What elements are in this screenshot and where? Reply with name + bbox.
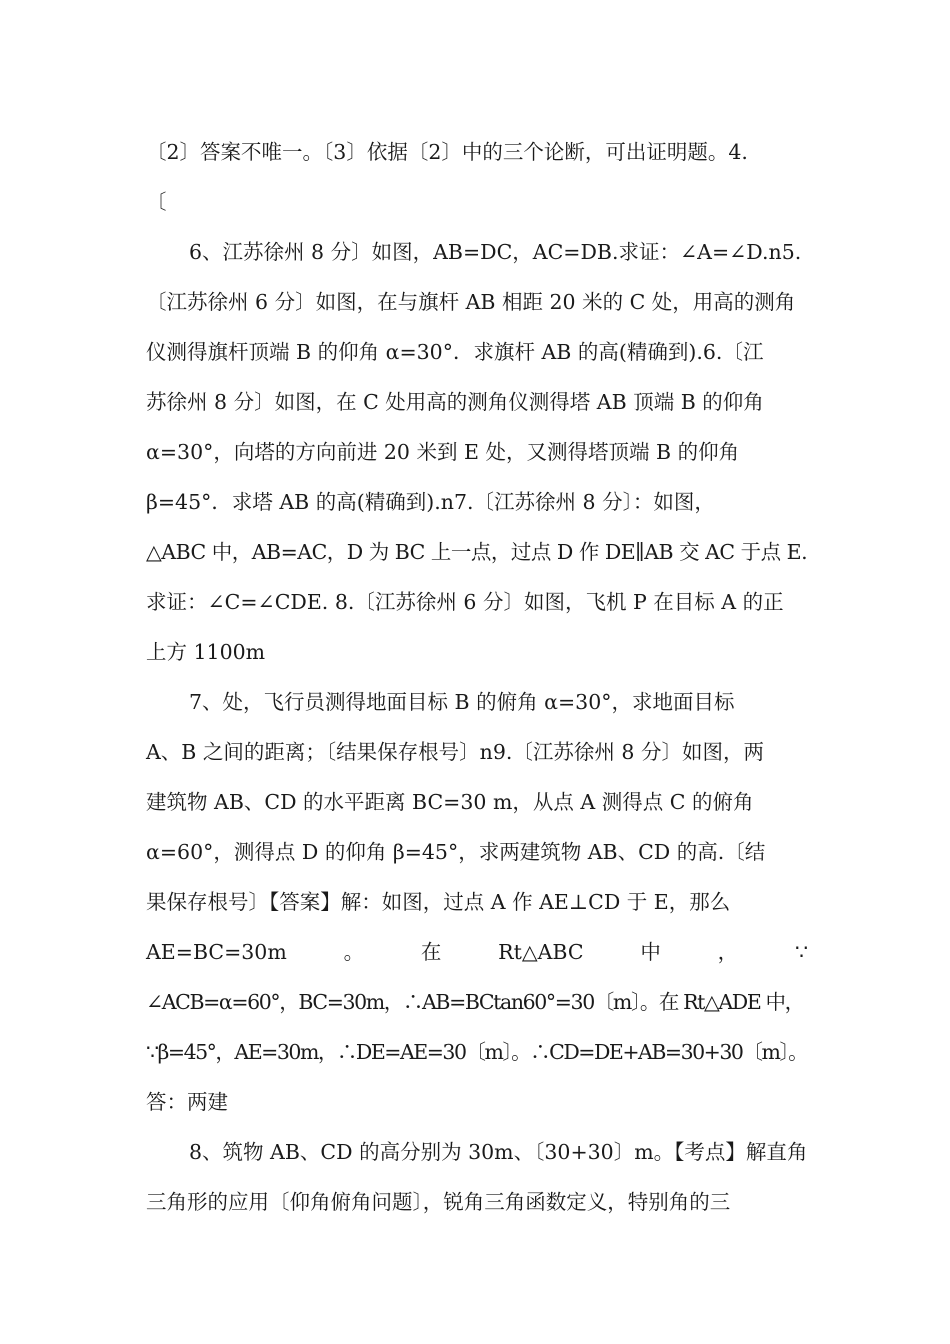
line-text: △ABC 中，AB=AC，D 为 BC 上一点，过点 D 作 DE∥AB 交 AC 于点 E. [146, 540, 808, 564]
text-line [146, 677, 808, 727]
text-line [146, 1027, 808, 1077]
text-line [146, 227, 808, 277]
line-text: 求证：∠C=∠CDE. 8.〔江苏徐州 6 分〕如图，飞机 P 在目标 A 的正 [146, 590, 784, 614]
line-text: 答：两建 [146, 1090, 228, 1114]
line-text: 〔2〕答案不唯一。〔3〕依据〔2〕中的三个论断，可出证明题。4. [146, 140, 748, 164]
text-segment: AE=BC=30m [146, 940, 287, 964]
text-line [146, 827, 808, 877]
text-line [146, 277, 808, 327]
line-text: 建筑物 AB、CD 的水平距离 BC=30 m，从点 A 测得点 C 的俯角 [146, 790, 754, 814]
line-text: α=60°，测得点 D 的仰角 β=45°，求两建筑物 AB、CD 的高.〔结 [146, 840, 766, 864]
line-text: ∵β=45°，AE=30m，∴DE=AE=30〔m〕。∴CD=DE+AB=30+30〔m〕。 [146, 1040, 808, 1064]
line-text: A、B 之间的距离；〔结果保存根号〕n9.〔江苏徐州 8 分〕如图，两 [146, 740, 764, 764]
text-line [146, 927, 808, 977]
line-text: α=30°，向塔的方向前进 20 米到 E 处，又测得塔顶端 B 的仰角 [146, 440, 740, 464]
line-text: 〔 [146, 190, 167, 214]
text-segment: 中 [640, 940, 661, 964]
text-line [146, 177, 808, 227]
text-line [146, 427, 808, 477]
line-text: 苏徐州 8 分〕如图，在 C 处用高的测角仪测得塔 AB 顶端 B 的仰角 [146, 390, 764, 414]
text-segment: ∵ [794, 940, 808, 964]
text-line [146, 777, 808, 827]
document-body [146, 127, 808, 1227]
text-segment: 在 [420, 940, 442, 964]
text-line [146, 1177, 808, 1227]
line-text: 〔江苏徐州 6 分〕如图，在与旗杆 AB 相距 20 米的 C 处，用高的测角 [146, 290, 796, 314]
line-text: 8、筑物 AB、CD 的高分别为 30m、〔30+30〕m。【考点】解直角 [189, 1140, 808, 1164]
line-text: β=45°．求塔 AB 的高(精确到).n7.〔江苏徐州 8 分〕：如图， [146, 490, 715, 514]
line-text: 7、处，飞行员测得地面目标 B 的俯角 α=30°，求地面目标 [189, 690, 735, 714]
text-line [146, 377, 808, 427]
line-text: 上方 1100m [146, 640, 266, 664]
text-line [146, 1077, 808, 1127]
line-text: ∠ACB=α=60°，BC=30m，∴AB=BCtan60°=30〔m〕。在 Rt△ADE 中， [146, 990, 804, 1014]
text-line [146, 527, 808, 577]
text-line [146, 627, 808, 677]
text-line [146, 977, 808, 1027]
line-text: 果保存根号〕【答案】解：如图，过点 A 作 AE⊥CD 于 E，那么 [146, 890, 731, 914]
text-line [146, 327, 808, 377]
line-text: 仪测得旗杆顶端 B 的仰角 α=30°．求旗杆 AB 的高(精确到).6.〔江 [146, 340, 764, 364]
text-line [146, 127, 808, 177]
text-segment: ， [717, 940, 739, 964]
line-text: 三角形的应用〔仰角俯角问题〕，锐角三角函数定义，特别角的三 [146, 1190, 731, 1214]
text-segment: Rt△ABC [498, 940, 584, 964]
text-line [146, 477, 808, 527]
text-line [146, 577, 808, 627]
text-line [146, 1127, 808, 1177]
text-line [146, 727, 808, 777]
text-segment: 。 [343, 940, 365, 964]
line-text: 6、江苏徐州 8 分〕如图，AB=DC，AC=DB.求证：∠A=∠D.n5. [189, 240, 802, 264]
text-line [146, 877, 808, 927]
